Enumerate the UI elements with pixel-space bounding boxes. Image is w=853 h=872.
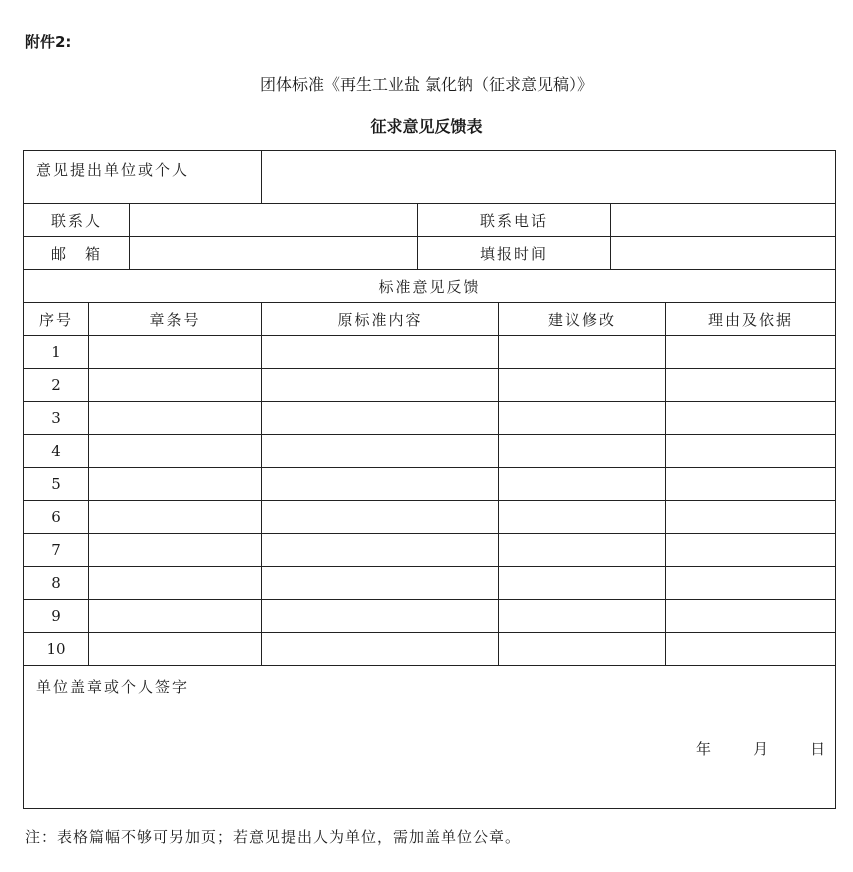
original-content-cell[interactable] xyxy=(262,501,499,534)
reason-cell[interactable] xyxy=(666,501,836,534)
row-index: 8 xyxy=(24,567,89,600)
submitter-label: 意见提出单位或个人 xyxy=(24,151,262,204)
suggestion-cell[interactable] xyxy=(499,369,666,402)
table-row xyxy=(24,600,836,633)
original-content-cell[interactable] xyxy=(262,468,499,501)
suggestion-cell[interactable] xyxy=(499,567,666,600)
original-content-cell[interactable] xyxy=(262,633,499,666)
clause-cell[interactable] xyxy=(89,534,262,567)
month-label: 月 xyxy=(753,740,769,758)
col-header-reason: 理由及依据 xyxy=(666,303,836,336)
day-label: 日 xyxy=(810,740,826,758)
original-content-cell[interactable] xyxy=(262,336,499,369)
table-row xyxy=(24,402,836,435)
table-row xyxy=(24,369,836,402)
table-row xyxy=(24,468,836,501)
document-subtitle: 征求意见反馈表 xyxy=(370,117,483,136)
clause-cell[interactable] xyxy=(89,600,262,633)
feedback-form-table xyxy=(23,150,836,809)
email-field[interactable] xyxy=(130,237,418,270)
suggestion-cell[interactable] xyxy=(499,336,666,369)
section-title: 标准意见反馈 xyxy=(24,270,836,303)
col-header-original: 原标准内容 xyxy=(262,303,499,336)
table-row xyxy=(24,567,836,600)
original-content-cell[interactable] xyxy=(262,534,499,567)
table-row xyxy=(24,336,836,369)
original-content-cell[interactable] xyxy=(262,435,499,468)
signature-label: 单位盖章或个人签字 xyxy=(36,678,190,696)
email-label: 邮 箱 xyxy=(24,237,130,270)
reason-cell[interactable] xyxy=(666,633,836,666)
contact-field[interactable] xyxy=(130,204,418,237)
suggestion-cell[interactable] xyxy=(499,468,666,501)
suggestion-cell[interactable] xyxy=(499,402,666,435)
row-index: 2 xyxy=(24,369,89,402)
suggestion-cell[interactable] xyxy=(499,435,666,468)
suggestion-cell[interactable] xyxy=(499,633,666,666)
date-field[interactable] xyxy=(611,237,836,270)
suggestion-cell[interactable] xyxy=(499,501,666,534)
reason-cell[interactable] xyxy=(666,369,836,402)
reason-cell[interactable] xyxy=(666,435,836,468)
contact-label: 联系人 xyxy=(24,204,130,237)
table-row xyxy=(24,534,836,567)
reason-cell[interactable] xyxy=(666,567,836,600)
submitter-field[interactable] xyxy=(262,151,836,204)
reason-cell[interactable] xyxy=(666,600,836,633)
clause-cell[interactable] xyxy=(89,567,262,600)
signature-date xyxy=(696,738,825,759)
col-header-suggestion: 建议修改 xyxy=(499,303,666,336)
clause-cell[interactable] xyxy=(89,435,262,468)
original-content-cell[interactable] xyxy=(262,567,499,600)
phone-field[interactable] xyxy=(611,204,836,237)
clause-cell[interactable] xyxy=(89,402,262,435)
reason-cell[interactable] xyxy=(666,468,836,501)
row-index: 4 xyxy=(24,435,89,468)
row-index: 10 xyxy=(24,633,89,666)
date-label: 填报时间 xyxy=(418,237,611,270)
reason-cell[interactable] xyxy=(666,402,836,435)
suggestion-cell[interactable] xyxy=(499,534,666,567)
row-index: 9 xyxy=(24,600,89,633)
original-content-cell[interactable] xyxy=(262,402,499,435)
col-header-clause: 章条号 xyxy=(89,303,262,336)
row-index: 1 xyxy=(24,336,89,369)
attachment-label: 附件2: xyxy=(25,33,72,51)
table-row xyxy=(24,435,836,468)
row-index: 3 xyxy=(24,402,89,435)
table-row xyxy=(24,633,836,666)
row-index: 6 xyxy=(24,501,89,534)
table-row xyxy=(24,501,836,534)
footnote: 注：表格篇幅不够可另加页；若意见提出人为单位，需加盖单位公章。 xyxy=(25,828,522,846)
clause-cell[interactable] xyxy=(89,501,262,534)
suggestion-cell[interactable] xyxy=(499,600,666,633)
reason-cell[interactable] xyxy=(666,534,836,567)
clause-cell[interactable] xyxy=(89,336,262,369)
clause-cell[interactable] xyxy=(89,468,262,501)
row-index: 5 xyxy=(24,468,89,501)
document-title: 团体标准《再生工业盐 氯化钠（征求意见稿）》 xyxy=(259,75,594,94)
original-content-cell[interactable] xyxy=(262,369,499,402)
signature-area[interactable] xyxy=(24,666,836,809)
original-content-cell[interactable] xyxy=(262,600,499,633)
col-header-index: 序号 xyxy=(24,303,89,336)
reason-cell[interactable] xyxy=(666,336,836,369)
phone-label: 联系电话 xyxy=(418,204,611,237)
clause-cell[interactable] xyxy=(89,369,262,402)
row-index: 7 xyxy=(24,534,89,567)
clause-cell[interactable] xyxy=(89,633,262,666)
year-label: 年 xyxy=(696,740,712,758)
